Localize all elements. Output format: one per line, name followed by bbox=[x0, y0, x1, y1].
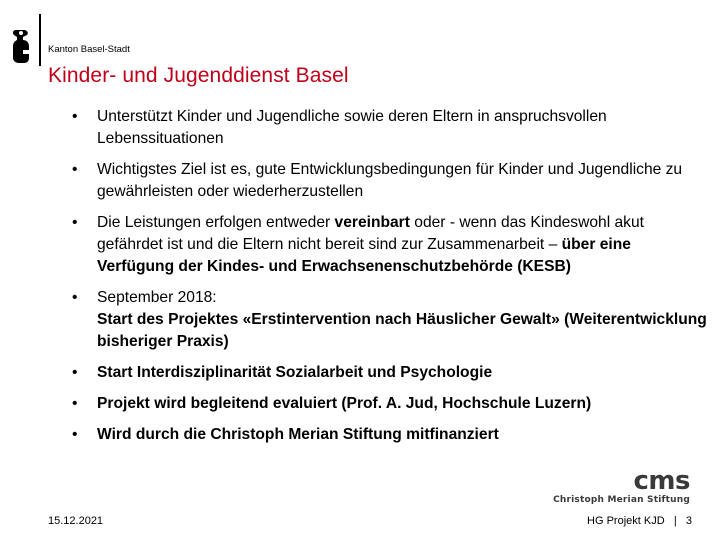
cms-logo-subtitle: Christoph Merian Stiftung bbox=[553, 495, 690, 505]
bullet-item bbox=[72, 212, 712, 278]
bullet-text-bold: vereinbart bbox=[334, 214, 410, 231]
bullet-item bbox=[72, 393, 712, 415]
bullet-text-bold: Start des Projektes «Erstintervention nach Häuslicher Gewalt» (Weiterentwicklung bisheriger Praxis) bbox=[97, 311, 707, 350]
bullet-text: Wichtigstes Ziel ist es, gute Entwicklungsbedingungen für Kinder und Jugendliche zu gewährleisten oder wiederherzustellen bbox=[97, 161, 683, 200]
bullet-text: September 2018: bbox=[97, 289, 217, 306]
bullet-text: Die Leistungen erfolgen entweder bbox=[97, 214, 335, 231]
bullet-text-bold: über eine Verfügung der Kindes- und Erwachsenenschutzbehörde (KESB) bbox=[97, 236, 631, 275]
footer-info bbox=[587, 515, 692, 527]
bullet-item bbox=[72, 106, 712, 150]
bullet-item bbox=[72, 287, 712, 353]
bullet-item bbox=[72, 362, 712, 384]
basel-staff-icon bbox=[10, 28, 32, 64]
slide-title: Kinder- und Jugenddienst Basel bbox=[48, 64, 349, 87]
footer-separator: | bbox=[673, 515, 677, 527]
bullet-item bbox=[72, 159, 712, 203]
bullet-text-bold: Start Interdisziplinarität Sozialarbeit und Psychologie bbox=[97, 364, 493, 381]
bullet-item bbox=[72, 424, 712, 446]
bullet-text-bold: Projekt wird begleitend evaluiert (Prof. A. Jud, Hochschule Luzern) bbox=[97, 395, 592, 412]
bullet-list bbox=[72, 106, 712, 446]
footer-project: HG Projekt KJD bbox=[587, 515, 665, 527]
bullet-text: oder - wenn das Kindeswohl akut gefährdet ist und die Eltern nicht bereit sind zur Zusammenarbeit – bbox=[97, 214, 644, 253]
footer-date: 15.12.2021 bbox=[48, 515, 104, 527]
bullet-text-bold: Wird durch die Christoph Merian Stiftung mitfinanziert bbox=[97, 426, 499, 443]
footer-page-number: 3 bbox=[685, 515, 692, 527]
header-divider bbox=[39, 14, 41, 66]
cms-logo-word: cms bbox=[633, 466, 690, 496]
bullet-text: Unterstützt Kinder und Jugendliche sowie deren Eltern in anspruchsvollen Lebenssituationen bbox=[97, 108, 607, 147]
org-name: Kanton Basel-Stadt bbox=[48, 44, 130, 55]
